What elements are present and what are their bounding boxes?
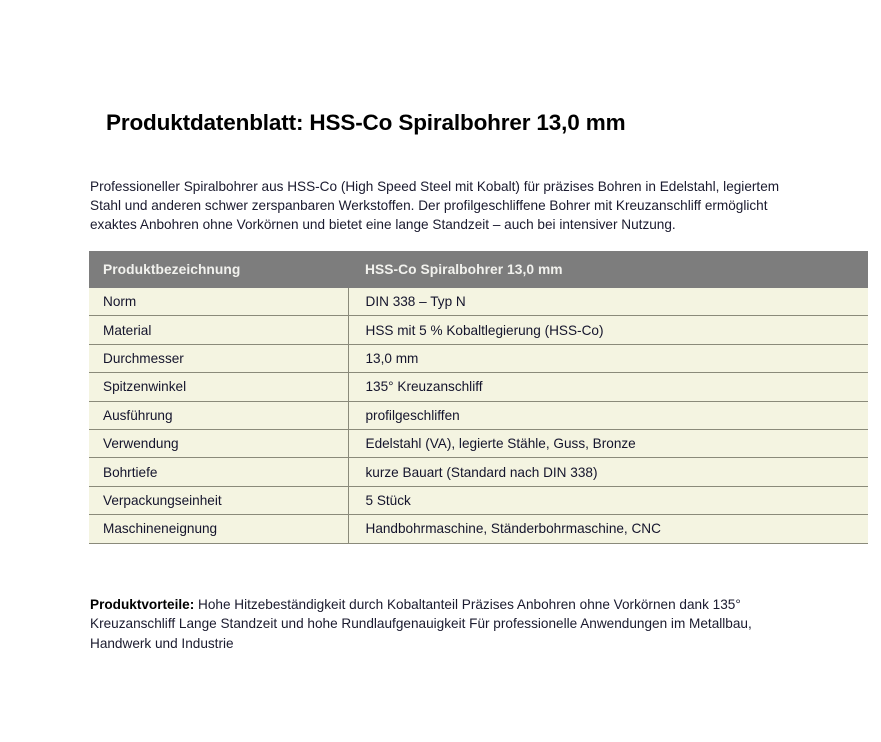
table-row [89,373,868,401]
spec-value: 135° Kreuzanschliff [348,373,868,401]
benefits-label: Produktvorteile: [90,596,195,612]
spec-label: Bohrtiefe [89,458,348,486]
table-row [89,458,868,486]
spec-value: 13,0 mm [348,344,868,372]
table-header-row [89,251,868,288]
spec-value: Edelstahl (VA), legierte Stähle, Guss, Bronze [348,429,868,457]
page-title: Produktdatenblatt: HSS-Co Spiralbohrer 13,0 mm [106,110,626,136]
spec-label: Maschineneignung [89,515,348,543]
table-header-value: HSS-Co Spiralbohrer 13,0 mm [348,251,868,288]
spec-value: Handbohrmaschine, Ständerbohrmaschine, CNC [348,515,868,543]
spec-label: Norm [89,288,348,316]
table-row [89,344,868,372]
spec-label: Verwendung [89,429,348,457]
table-row [89,401,868,429]
table-row [89,486,868,514]
table-body [89,288,868,543]
spec-value: profilgeschliffen [348,401,868,429]
spec-value: kurze Bauart (Standard nach DIN 338) [348,458,868,486]
spec-value: 5 Stück [348,486,868,514]
spec-label: Spitzenwinkel [89,373,348,401]
spec-label: Ausführung [89,401,348,429]
table-header-label: Produktbezeichnung [89,251,348,288]
specification-table [89,251,868,544]
table-row [89,515,868,543]
spec-value: DIN 338 – Typ N [348,288,868,316]
product-description: Professioneller Spiralbohrer aus HSS-Co (High Speed Steel mit Kobalt) für präzises Bohren in Edelstahl, legiertem Stahl und anderen schwer zerspanbaren Werkstoffen. Der profilgeschliffene Bohrer mit Kreuzanschliff ermöglicht exaktes Anbohren ohne Vorkörnen und bietet eine lange Standzeit – auch bei intensiver Nutzung. [90,178,780,232]
table-row [89,429,868,457]
table-head [89,251,868,288]
table-row [89,288,868,316]
spec-label: Material [89,316,348,344]
spec-value: HSS mit 5 % Kobaltlegierung (HSS-Co) [348,316,868,344]
spec-label: Durchmesser [89,344,348,372]
table-row [89,316,868,344]
product-benefits [90,595,780,654]
benefits-text: Hohe Hitzebeständigkeit durch Kobaltanteil Präzises Anbohren ohne Vorkörnen dank 135° Kreuzanschliff Lange Standzeit und hohe Rundlaufgenauigkeit Für professionelle Anwendungen im Metallbau, Handwerk und Industrie [90,596,752,651]
spec-label: Verpackungseinheit [89,486,348,514]
